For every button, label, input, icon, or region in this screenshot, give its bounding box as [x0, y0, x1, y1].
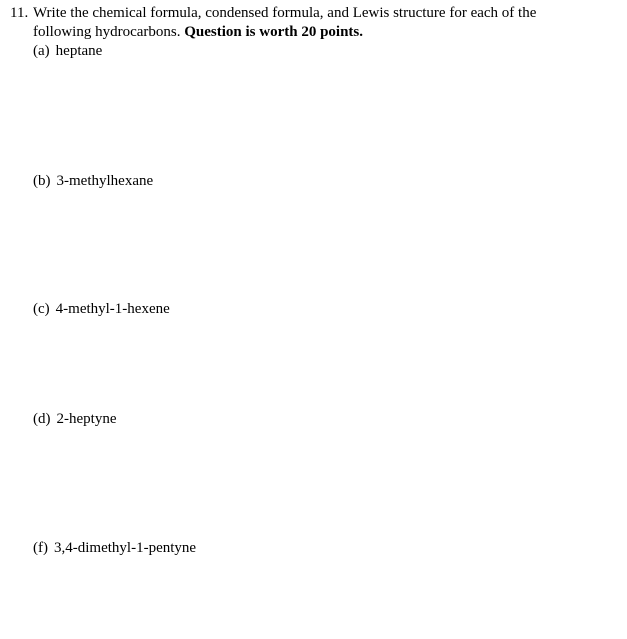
- part-d: [33, 410, 116, 429]
- part-c: [33, 300, 170, 319]
- part-b-label: (b): [33, 173, 51, 189]
- question-line-2: [10, 23, 620, 42]
- question-number: 11.: [10, 5, 29, 21]
- part-c-text: 4-methyl-1-hexene: [55, 301, 170, 317]
- question-text-line-2: following hydrocarbons.: [33, 24, 185, 40]
- part-f-text: 3,4-dimethyl-1-pentyne: [54, 540, 197, 556]
- part-a-text: heptane: [55, 43, 103, 59]
- question-block: [10, 4, 620, 42]
- question-line-1: [10, 4, 620, 23]
- part-b: [33, 172, 153, 191]
- part-f-label: (f): [33, 540, 48, 556]
- part-d-label: (d): [33, 411, 51, 427]
- part-a-label: (a): [33, 43, 50, 59]
- question-text-line-1: Write the chemical formula, condensed formula, and Lewis structure for each of the: [33, 5, 537, 21]
- question-points: Question is worth 20 points.: [184, 24, 364, 40]
- part-d-text: 2-heptyne: [56, 411, 117, 427]
- part-a: [33, 42, 102, 61]
- part-f: [33, 539, 196, 558]
- part-c-label: (c): [33, 301, 50, 317]
- part-b-text: 3-methylhexane: [56, 173, 154, 189]
